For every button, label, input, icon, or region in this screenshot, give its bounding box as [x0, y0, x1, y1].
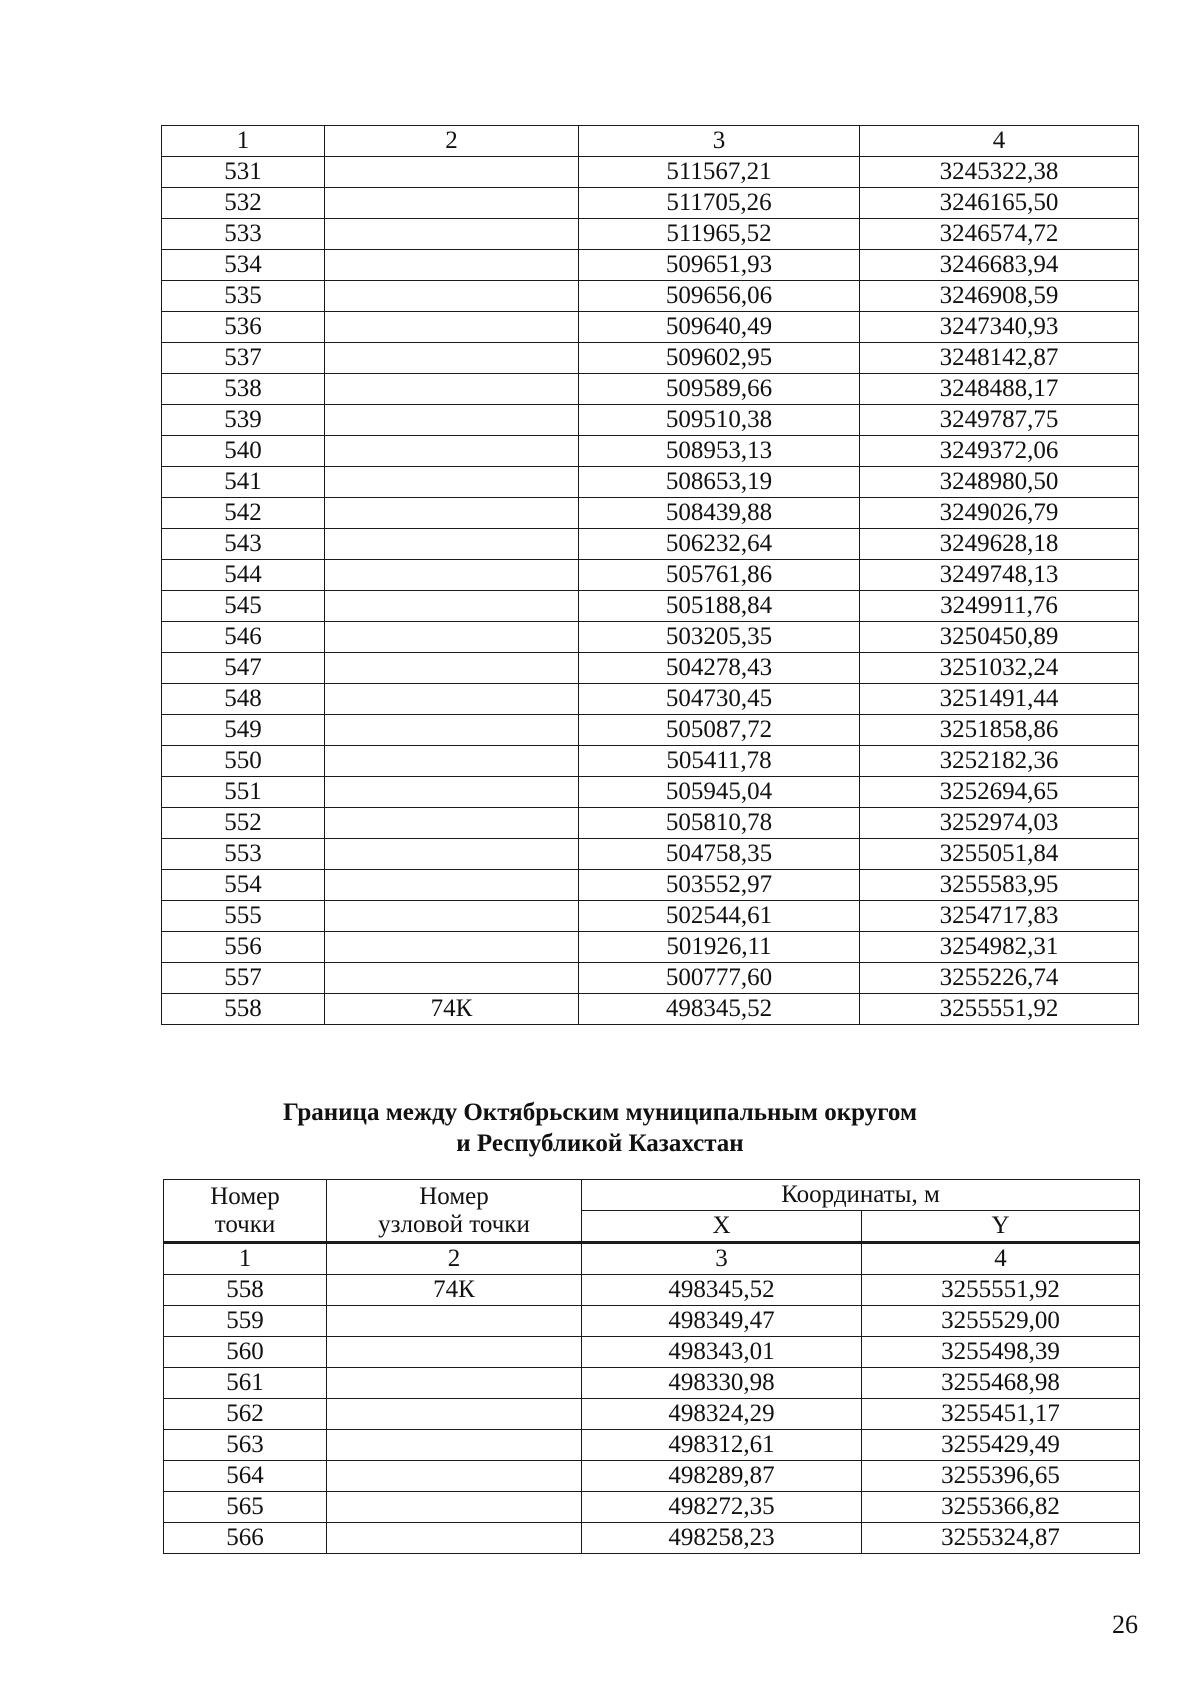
node-number-cell	[325, 777, 579, 808]
node-number-cell	[327, 1492, 582, 1523]
node-number-cell	[327, 1399, 582, 1430]
node-number-cell	[325, 622, 579, 653]
point-number-cell: 563	[164, 1430, 327, 1461]
header-node-number-line1: Номер	[419, 1182, 489, 1210]
point-number-cell: 559	[164, 1306, 327, 1337]
y-coordinate-cell: 3254982,31	[860, 932, 1139, 963]
x-coordinate-cell: 505810,78	[579, 808, 860, 839]
table-row	[162, 901, 1139, 932]
point-number-cell: 561	[164, 1368, 327, 1399]
node-number-cell	[325, 281, 579, 312]
x-coordinate-cell: 511705,26	[579, 188, 860, 219]
point-number-cell: 550	[162, 746, 325, 777]
point-number-cell: 551	[162, 777, 325, 808]
y-coordinate-cell: 3246683,94	[860, 250, 1139, 281]
point-number-cell: 537	[162, 343, 325, 374]
point-number-cell: 531	[162, 157, 325, 188]
table-row	[162, 281, 1139, 312]
point-number-cell: 566	[164, 1523, 327, 1554]
column-number-row	[162, 126, 1139, 157]
point-number-cell: 562	[164, 1399, 327, 1430]
header-point-number-line1: Номер	[210, 1182, 280, 1210]
section-title	[0, 1097, 1200, 1159]
point-number-cell: 545	[162, 591, 325, 622]
y-coordinate-cell: 3255498,39	[862, 1337, 1140, 1368]
node-number-cell	[325, 932, 579, 963]
x-coordinate-cell: 500777,60	[579, 963, 860, 994]
x-coordinate-cell: 505188,84	[579, 591, 860, 622]
table-row	[162, 560, 1139, 591]
point-number-cell: 556	[162, 932, 325, 963]
table-row	[162, 157, 1139, 188]
table-row	[164, 1492, 1140, 1523]
page-number: 26	[1112, 1610, 1138, 1639]
section-title-line1: Граница между Октябрьским муниципальным округом	[283, 1099, 917, 1126]
point-number-cell: 542	[162, 498, 325, 529]
x-coordinate-cell: 509510,38	[579, 405, 860, 436]
table-row	[162, 963, 1139, 994]
y-coordinate-cell: 3249372,06	[860, 436, 1139, 467]
node-number-cell	[325, 405, 579, 436]
x-coordinate-cell: 509651,93	[579, 250, 860, 281]
point-number-cell: 536	[162, 312, 325, 343]
y-coordinate-cell: 3252694,65	[860, 777, 1139, 808]
point-number-cell: 540	[162, 436, 325, 467]
header-node-number-line2: узловой точки	[378, 1210, 530, 1238]
header-y: Y	[862, 1211, 1140, 1243]
x-coordinate-cell: 505411,78	[579, 746, 860, 777]
y-coordinate-cell: 3251032,24	[860, 653, 1139, 684]
table-row	[162, 219, 1139, 250]
y-coordinate-cell: 3249787,75	[860, 405, 1139, 436]
column-number-row	[164, 1243, 1140, 1275]
x-coordinate-cell: 508953,13	[579, 436, 860, 467]
x-coordinate-cell: 498343,01	[582, 1337, 862, 1368]
table-row	[162, 436, 1139, 467]
x-coordinate-cell: 505087,72	[579, 715, 860, 746]
node-number-cell	[325, 653, 579, 684]
point-number-cell: 564	[164, 1461, 327, 1492]
node-number-cell	[325, 870, 579, 901]
node-number-cell	[325, 343, 579, 374]
x-coordinate-cell: 498258,23	[582, 1523, 862, 1554]
y-coordinate-cell: 3246165,50	[860, 188, 1139, 219]
node-number-cell	[327, 1306, 582, 1337]
node-number-cell	[325, 808, 579, 839]
column-number: 4	[862, 1243, 1140, 1275]
node-number-cell	[325, 157, 579, 188]
table-row	[164, 1275, 1140, 1306]
x-coordinate-cell: 511965,52	[579, 219, 860, 250]
node-number-cell	[325, 591, 579, 622]
header-coordinates: Координаты, м	[582, 1180, 1140, 1211]
y-coordinate-cell: 3248980,50	[860, 467, 1139, 498]
y-coordinate-cell: 3255468,98	[862, 1368, 1140, 1399]
coordinates-table-continued	[161, 125, 1139, 1025]
table-row	[162, 932, 1139, 963]
node-number-cell	[325, 498, 579, 529]
point-number-cell: 560	[164, 1337, 327, 1368]
x-coordinate-cell: 498289,87	[582, 1461, 862, 1492]
table-header-row	[164, 1180, 1140, 1211]
point-number-cell: 554	[162, 870, 325, 901]
x-coordinate-cell: 498312,61	[582, 1430, 862, 1461]
table-row	[162, 591, 1139, 622]
column-number: 3	[579, 126, 860, 157]
x-coordinate-cell: 503205,35	[579, 622, 860, 653]
y-coordinate-cell: 3248142,87	[860, 343, 1139, 374]
point-number-cell: 541	[162, 467, 325, 498]
x-coordinate-cell: 504730,45	[579, 684, 860, 715]
x-coordinate-cell: 502544,61	[579, 901, 860, 932]
point-number-cell: 539	[162, 405, 325, 436]
y-coordinate-cell: 3245322,38	[860, 157, 1139, 188]
node-number-cell	[325, 188, 579, 219]
node-number-cell	[325, 374, 579, 405]
table-row	[162, 839, 1139, 870]
point-number-cell: 534	[162, 250, 325, 281]
node-number-cell	[325, 467, 579, 498]
y-coordinate-cell: 3249026,79	[860, 498, 1139, 529]
y-coordinate-cell: 3255429,49	[862, 1430, 1140, 1461]
x-coordinate-cell: 506232,64	[579, 529, 860, 560]
table-row	[162, 777, 1139, 808]
point-number-cell: 565	[164, 1492, 327, 1523]
y-coordinate-cell: 3255366,82	[862, 1492, 1140, 1523]
table-row	[162, 312, 1139, 343]
node-number-cell: 74К	[327, 1275, 582, 1306]
node-number-cell	[325, 312, 579, 343]
node-number-cell	[327, 1461, 582, 1492]
x-coordinate-cell: 505945,04	[579, 777, 860, 808]
x-coordinate-cell: 509656,06	[579, 281, 860, 312]
point-number-cell: 538	[162, 374, 325, 405]
point-number-cell: 553	[162, 839, 325, 870]
node-number-cell	[327, 1430, 582, 1461]
column-number: 2	[327, 1243, 582, 1275]
node-number-cell	[325, 219, 579, 250]
table-row	[162, 374, 1139, 405]
node-number-cell	[325, 963, 579, 994]
node-number-cell	[325, 436, 579, 467]
table-row	[162, 250, 1139, 281]
point-number-cell: 532	[162, 188, 325, 219]
table-row	[162, 188, 1139, 219]
x-coordinate-cell: 504758,35	[579, 839, 860, 870]
table-row	[162, 405, 1139, 436]
y-coordinate-cell: 3255051,84	[860, 839, 1139, 870]
x-coordinate-cell: 509602,95	[579, 343, 860, 374]
point-number-cell: 546	[162, 622, 325, 653]
node-number-cell	[325, 746, 579, 777]
node-number-cell	[325, 684, 579, 715]
y-coordinate-cell: 3255529,00	[862, 1306, 1140, 1337]
node-number-cell	[325, 839, 579, 870]
x-coordinate-cell: 509589,66	[579, 374, 860, 405]
node-number-cell: 74К	[325, 994, 579, 1025]
point-number-cell: 548	[162, 684, 325, 715]
header-point-number	[164, 1180, 327, 1243]
point-number-cell: 558	[162, 994, 325, 1025]
node-number-cell	[327, 1337, 582, 1368]
y-coordinate-cell: 3255551,92	[862, 1275, 1140, 1306]
x-coordinate-cell: 509640,49	[579, 312, 860, 343]
table-row	[164, 1430, 1140, 1461]
point-number-cell: 535	[162, 281, 325, 312]
table-row	[164, 1368, 1140, 1399]
x-coordinate-cell: 498330,98	[582, 1368, 862, 1399]
y-coordinate-cell: 3255551,92	[860, 994, 1139, 1025]
y-coordinate-cell: 3254717,83	[860, 901, 1139, 932]
node-number-cell	[325, 901, 579, 932]
y-coordinate-cell: 3252974,03	[860, 808, 1139, 839]
table-row	[162, 994, 1139, 1025]
x-coordinate-cell: 498349,47	[582, 1306, 862, 1337]
header-x: X	[582, 1211, 862, 1243]
y-coordinate-cell: 3248488,17	[860, 374, 1139, 405]
column-number: 2	[325, 126, 579, 157]
x-coordinate-cell: 498345,52	[582, 1275, 862, 1306]
point-number-cell: 557	[162, 963, 325, 994]
y-coordinate-cell: 3251491,44	[860, 684, 1139, 715]
point-number-cell: 533	[162, 219, 325, 250]
node-number-cell	[325, 250, 579, 281]
table-row	[164, 1399, 1140, 1430]
point-number-cell: 547	[162, 653, 325, 684]
y-coordinate-cell: 3249911,76	[860, 591, 1139, 622]
point-number-cell: 549	[162, 715, 325, 746]
point-number-cell: 543	[162, 529, 325, 560]
point-number-cell: 555	[162, 901, 325, 932]
table-row	[164, 1306, 1140, 1337]
x-coordinate-cell: 504278,43	[579, 653, 860, 684]
table-row	[162, 684, 1139, 715]
table-row	[162, 343, 1139, 374]
y-coordinate-cell: 3246574,72	[860, 219, 1139, 250]
node-number-cell	[327, 1523, 582, 1554]
table-row	[162, 467, 1139, 498]
x-coordinate-cell: 498345,52	[579, 994, 860, 1025]
x-coordinate-cell: 498272,35	[582, 1492, 862, 1523]
y-coordinate-cell: 3249748,13	[860, 560, 1139, 591]
column-number: 1	[162, 126, 325, 157]
x-coordinate-cell: 498324,29	[582, 1399, 862, 1430]
node-number-cell	[327, 1368, 582, 1399]
node-number-cell	[325, 529, 579, 560]
x-coordinate-cell: 501926,11	[579, 932, 860, 963]
x-coordinate-cell: 508439,88	[579, 498, 860, 529]
table-row	[164, 1461, 1140, 1492]
table-row	[162, 715, 1139, 746]
column-number: 1	[164, 1243, 327, 1275]
y-coordinate-cell: 3249628,18	[860, 529, 1139, 560]
y-coordinate-cell: 3247340,93	[860, 312, 1139, 343]
point-number-cell: 544	[162, 560, 325, 591]
x-coordinate-cell: 508653,19	[579, 467, 860, 498]
x-coordinate-cell: 503552,97	[579, 870, 860, 901]
point-number-cell: 558	[164, 1275, 327, 1306]
y-coordinate-cell: 3255324,87	[862, 1523, 1140, 1554]
node-number-cell	[325, 560, 579, 591]
table-row	[162, 808, 1139, 839]
x-coordinate-cell: 511567,21	[579, 157, 860, 188]
node-number-cell	[325, 715, 579, 746]
table-row	[164, 1523, 1140, 1554]
table-row	[164, 1337, 1140, 1368]
y-coordinate-cell: 3255583,95	[860, 870, 1139, 901]
y-coordinate-cell: 3252182,36	[860, 746, 1139, 777]
y-coordinate-cell: 3255396,65	[862, 1461, 1140, 1492]
coordinates-table	[163, 1179, 1140, 1554]
section-title-line2: и Республикой Казахстан	[456, 1130, 744, 1157]
y-coordinate-cell: 3246908,59	[860, 281, 1139, 312]
table-row	[162, 529, 1139, 560]
y-coordinate-cell: 3255451,17	[862, 1399, 1140, 1430]
table-row	[162, 746, 1139, 777]
column-number: 4	[860, 126, 1139, 157]
column-number: 3	[582, 1243, 862, 1275]
table-row	[162, 622, 1139, 653]
x-coordinate-cell: 505761,86	[579, 560, 860, 591]
point-number-cell: 552	[162, 808, 325, 839]
table-row	[162, 498, 1139, 529]
y-coordinate-cell: 3250450,89	[860, 622, 1139, 653]
header-node-number	[327, 1180, 582, 1243]
header-point-number-line2: точки	[214, 1210, 276, 1238]
y-coordinate-cell: 3255226,74	[860, 963, 1139, 994]
table-row	[162, 870, 1139, 901]
table-row	[162, 653, 1139, 684]
y-coordinate-cell: 3251858,86	[860, 715, 1139, 746]
